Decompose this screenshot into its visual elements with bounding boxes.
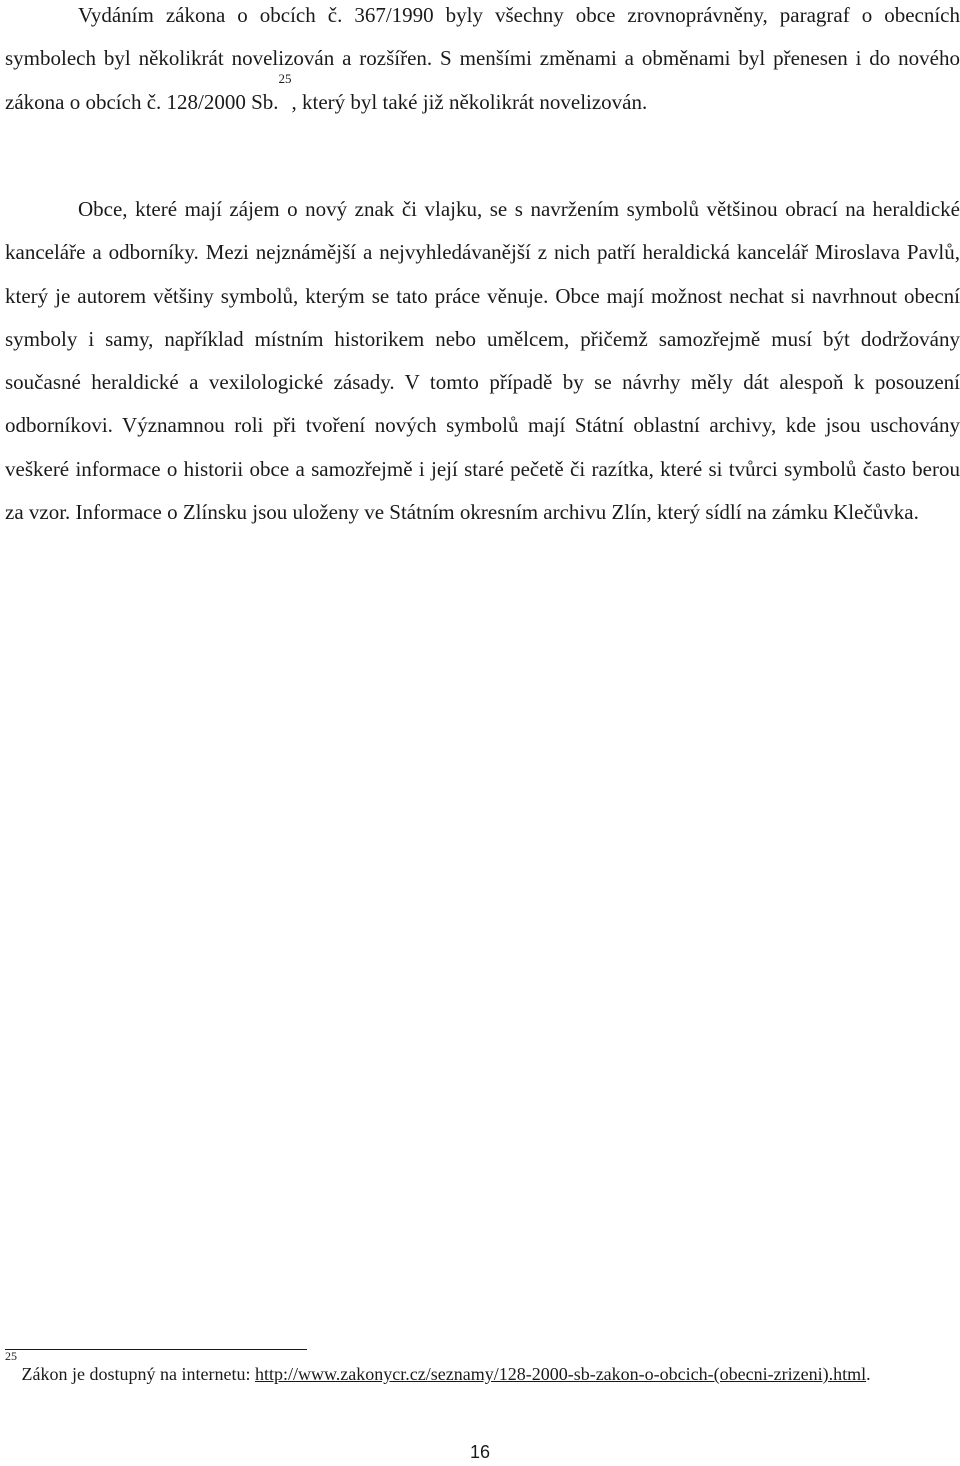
footnote-end: . xyxy=(866,1364,871,1384)
paragraph-1 xyxy=(5,0,960,124)
paragraph-1-text-end: , který byl také již několikrát novelizován. xyxy=(291,89,648,114)
page-number: 16 xyxy=(469,1442,491,1462)
footnote-separator xyxy=(5,1349,307,1350)
footnote-number: 25 xyxy=(5,1349,17,1363)
footnote-text: Zákon je dostupný na internetu: xyxy=(17,1364,255,1384)
paragraph-2-text: Obce, které mají zájem o nový znak či vlajku, se s navržením symbolů většinou obrací na heraldické kanceláře a odborníky. Mezi nejznámější a nejvyhledávanější z nich patří heraldická kancelář Miroslava Pavlů, který je autorem většiny symbolů, kterým se tato práce věnuje. Obce mají možnost nechat si navrhnout obecní symboly i samy, například místním historikem nebo umělcem, přičemž samozřejmě musí být dodržovány současné heraldické a vexilologické zásady. V tomto případě by se návrhy měly dát alespoň k posouzení odborníkovi. Významnou roli při tvoření nových symbolů mají Státní oblastní archivy, kde jsou uschovány veškeré informace o historii obce a samozřejmě i její staré pečetě či razítka, které si tvůrci symbolů často berou za vzor. Informace o Zlínsku jsou uloženy ve Státním okresním archivu Zlín, který sídlí na zámku Klečůvka. xyxy=(5,197,960,525)
footnote-link[interactable]: http://www.zakonycr.cz/seznamy/128-2000-sb-zakon-o-obcich-(obecni-zrizeni).html xyxy=(254,1364,867,1384)
paragraph-2 xyxy=(5,188,960,534)
footnote-reference[interactable]: 25 xyxy=(278,70,292,86)
paragraph-1-text: Vydáním zákona o obcích č. 367/1990 byly všechny obce zrovnoprávněny, paragraf o obecních symbolech byl několikrát novelizován a rozšířen. S menšími změnami a obměnami byl přenesen i do nového zákona o obcích č. 128/2000 Sb. xyxy=(5,3,960,114)
footnote xyxy=(5,1349,960,1389)
